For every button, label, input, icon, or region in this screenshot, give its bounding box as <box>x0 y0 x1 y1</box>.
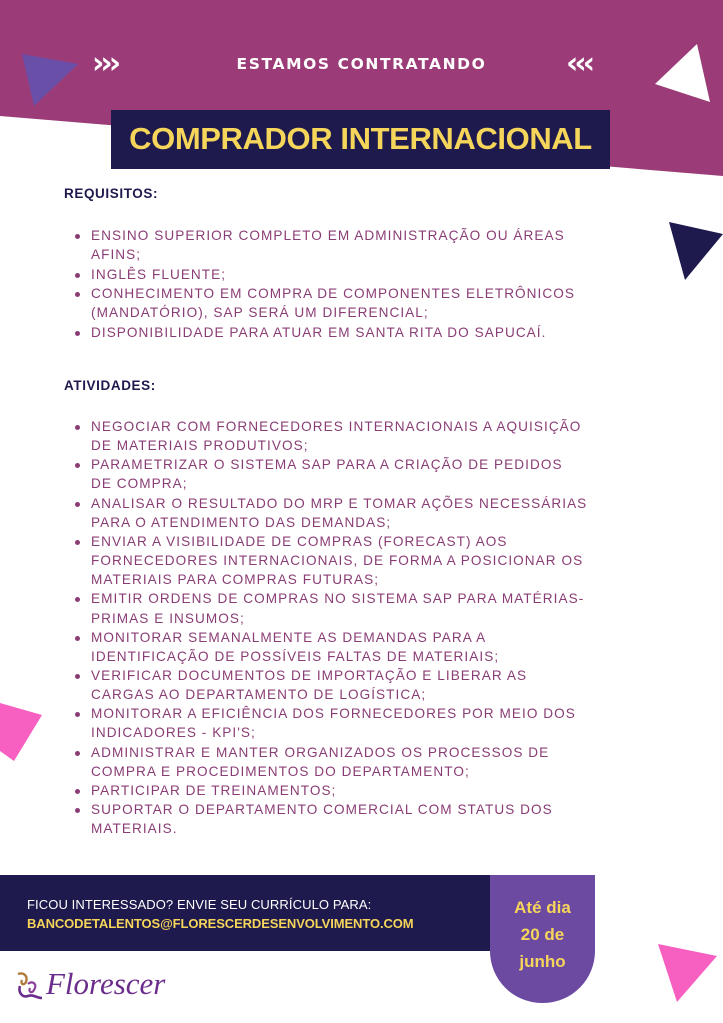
bullet-icon <box>75 751 80 756</box>
deadline-line: junho <box>519 952 566 971</box>
list-item-line: SUPORTAR O DEPARTAMENTO COMERCIAL COM STATUS DOS <box>91 802 553 817</box>
atividades-heading: ATIVIDADES: <box>64 378 156 393</box>
hiring-eyebrow: ESTAMOS CONTRATANDO <box>236 55 487 73</box>
bullet-icon <box>75 502 80 507</box>
list-item-line: EMITIR ORDENS DE COMPRAS NO SISTEMA SAP PARA MATÉRIAS- <box>91 591 585 607</box>
bullet-icon <box>75 331 80 336</box>
list-item-line: FORNECEDORES INTERNACIONAIS, DE FORMA A POSICIONAR OS <box>91 553 584 569</box>
email-link[interactable]: BANCODETALENTOS@FLORESCERDESENVOLVIMENTO.COM <box>27 916 414 931</box>
bullet-icon <box>75 273 80 278</box>
bullet-icon <box>75 674 80 679</box>
list-item-line: CONHECIMENTO EM COMPRA DE COMPONENTES ELETRÔNICOS <box>91 285 575 301</box>
list-item-line: PARA O ATENDIMENTO DAS DEMANDAS; <box>91 514 392 530</box>
pink-triangle-left-icon <box>0 703 44 763</box>
pink-triangle-right-icon <box>655 942 719 1004</box>
list-item-line: NEGOCIAR COM FORNECEDORES INTERNACIONAIS A AQUISIÇÃO <box>91 419 582 434</box>
list-item-line: PARTICIPAR DE TREINAMENTOS; <box>91 782 337 798</box>
list-item-line: MATERIAIS. <box>91 821 178 837</box>
footer-banner <box>0 875 490 951</box>
bullet-icon <box>75 808 80 813</box>
list-item-line: MONITORAR SEMANALMENTE AS DEMANDAS PARA A <box>91 629 487 645</box>
list-item-line: PRIMAS E INSUMOS; <box>91 610 245 626</box>
list-item-line: INDICADORES - KPI'S; <box>91 725 256 741</box>
footer-cta: FICOU INTERESSADO? ENVIE SEU CURRÍCULO PARA: <box>27 897 372 912</box>
list-item-line: DE MATERIAIS PRODUTIVOS; <box>91 438 309 454</box>
florescer-logo-icon <box>14 970 46 1002</box>
bullet-icon <box>75 234 80 239</box>
list-item-line: CARGAS AO DEPARTAMENTO DE LOGÍSTICA; <box>91 687 427 703</box>
requisitos-heading: REQUISITOS: <box>64 186 159 201</box>
list-item-line: PARAMETRIZAR O SISTEMA SAP PARA A CRIAÇÃO DE PEDIDOS <box>91 457 563 473</box>
list-item-line: MONITORAR A EFICIÊNCIA DOS FORNECEDORES POR MEIO DOS <box>91 706 576 722</box>
bullet-icon <box>75 540 80 545</box>
bullet-icon <box>75 463 80 468</box>
navy-triangle-icon <box>665 220 723 282</box>
list-item-line: ENSINO SUPERIOR COMPLETO EM ADMINISTRAÇÃO OU ÁREAS <box>91 228 565 243</box>
bullet-icon <box>75 597 80 602</box>
list-item-line: VERIFICAR DOCUMENTOS DE IMPORTAÇÃO E LIBERAR AS <box>91 667 528 683</box>
bullet-icon <box>75 636 80 641</box>
chevrons-right-icon: ››› <box>92 46 118 81</box>
list-item-line: IDENTIFICAÇÃO DE POSSÍVEIS FALTAS DE MATERIAIS; <box>91 648 500 664</box>
list-item-line: DISPONIBILIDADE PARA ATUAR EM SANTA RITA DO SAPUCAÍ. <box>91 324 547 340</box>
deadline-line: 20 de <box>520 925 565 944</box>
list-item-line: AFINS; <box>91 247 142 263</box>
bullet-icon <box>75 789 80 794</box>
deadline-line: Até dia <box>514 898 571 917</box>
list-item-line: COMPRA E PROCEDIMENTOS DO DEPARTAMENTO; <box>91 763 470 779</box>
bullet-icon <box>75 292 80 297</box>
list-item-line: DE COMPRA; <box>91 476 188 492</box>
job-title: COMPRADOR INTERNACIONAL <box>129 121 592 156</box>
list-item-line: MATERIAIS PARA COMPRAS FUTURAS; <box>91 572 380 588</box>
florescer-logo-text: Florescer <box>46 966 166 1001</box>
list-item-line: (MANDATÓRIO), SAP SERÁ UM DIFERENCIAL; <box>91 305 429 321</box>
list-item-line: ENVIAR A VISIBILIDADE DE COMPRAS (FORECAST) AOS <box>91 533 508 549</box>
list-item-line: ADMINISTRAR E MANTER ORGANIZADOS OS PROCESSOS DE <box>91 744 550 760</box>
bullet-icon <box>75 425 80 430</box>
white-triangle-icon <box>652 42 714 108</box>
bullet-icon <box>75 712 80 717</box>
chevrons-left-icon: ‹‹‹ <box>566 46 592 81</box>
list-item-line: ANALISAR O RESULTADO DO MRP E TOMAR AÇÕES NECESSÁRIAS <box>91 495 588 511</box>
list-item-line: INGLÊS FLUENTE; <box>91 266 227 282</box>
